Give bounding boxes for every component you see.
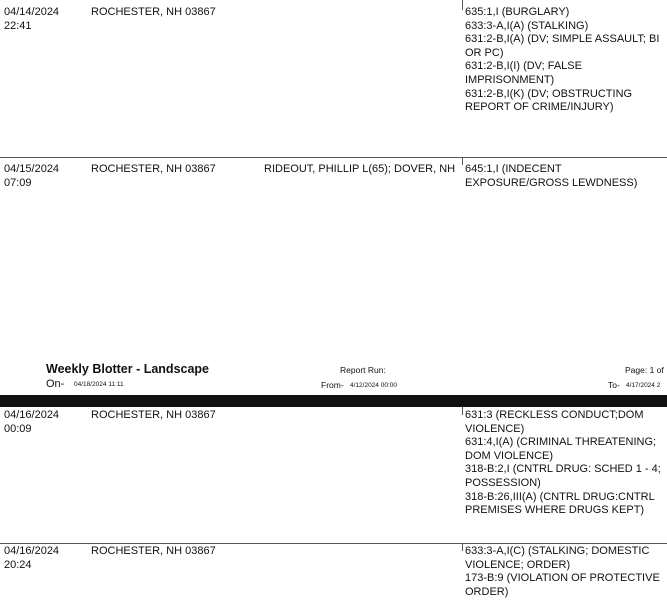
row-datetime: 04/15/2024 07:09 bbox=[4, 163, 60, 189]
row-location: ROCHESTER, NH 03867 bbox=[91, 409, 216, 421]
row-datetime: 04/16/2024 20:24 bbox=[4, 545, 60, 571]
report-run-label: Report Run: bbox=[340, 365, 386, 375]
row-datetime: 04/16/2024 00:09 bbox=[4, 409, 60, 435]
header-bar bbox=[0, 395, 667, 407]
from-label: From- bbox=[321, 380, 344, 390]
run-on-value: 04/18/2024 11:11 bbox=[74, 381, 124, 388]
row-charges: 635:1,I (BURGLARY) 633:3-A,I(A) (STALKING) 631:2-B,I(A) (DV; SIMPLE ASSAULT; BI OR PC) 631:2-B,I(I) (DV; FALSE IMPRISONMENT) 631:2-B,I(K) (DV; OBSTRUCTING REPORT OF CRIME/INJURY) bbox=[465, 6, 660, 114]
from-value: 4/12/2024 00:00 bbox=[350, 382, 397, 389]
blotter-row bbox=[0, 543, 667, 600]
row-charges: 645:1,I (INDECENT EXPOSURE/GROSS LEWDNESS) bbox=[465, 163, 638, 189]
row-charges: 633:3-A,I(C) (STALKING; DOMESTIC VIOLENCE; ORDER) 173-B:9 (VIOLATION OF PROTECTIVE ORDER) bbox=[465, 545, 660, 598]
column-divider bbox=[462, 0, 463, 10]
report-header bbox=[0, 360, 667, 394]
run-on-label: On- bbox=[46, 378, 65, 390]
to-label: To- bbox=[608, 380, 620, 390]
page-number: Page: 1 of bbox=[625, 365, 664, 375]
to-value: 4/17/2024 2 bbox=[626, 382, 661, 389]
report-title: Weekly Blotter - Landscape bbox=[46, 362, 210, 376]
row-location: ROCHESTER, NH 03867 bbox=[91, 545, 216, 557]
row-location: ROCHESTER, NH 03867 bbox=[91, 163, 216, 175]
blotter-row bbox=[0, 157, 667, 357]
row-charges: 631:3 (RECKLESS CONDUCT;DOM VIOLENCE) 631:4,I(A) (CRIMINAL THREATENING; DOM VIOLENCE) 318-B:2,I (CNTRL DRUG: SCHED 1 - 4; POSSESSION) 318-B:26,III(A) (CNTRL DRUG:CNTRL PREMISES WHERE DRUGS KEPT) bbox=[465, 409, 661, 517]
blotter-row bbox=[0, 0, 667, 157]
blotter-row bbox=[0, 407, 667, 543]
row-person: RIDEOUT, PHILLIP L(65); DOVER, NH bbox=[264, 163, 456, 175]
row-location: ROCHESTER, NH 03867 bbox=[91, 6, 216, 18]
row-datetime: 04/14/2024 22:41 bbox=[4, 6, 60, 32]
